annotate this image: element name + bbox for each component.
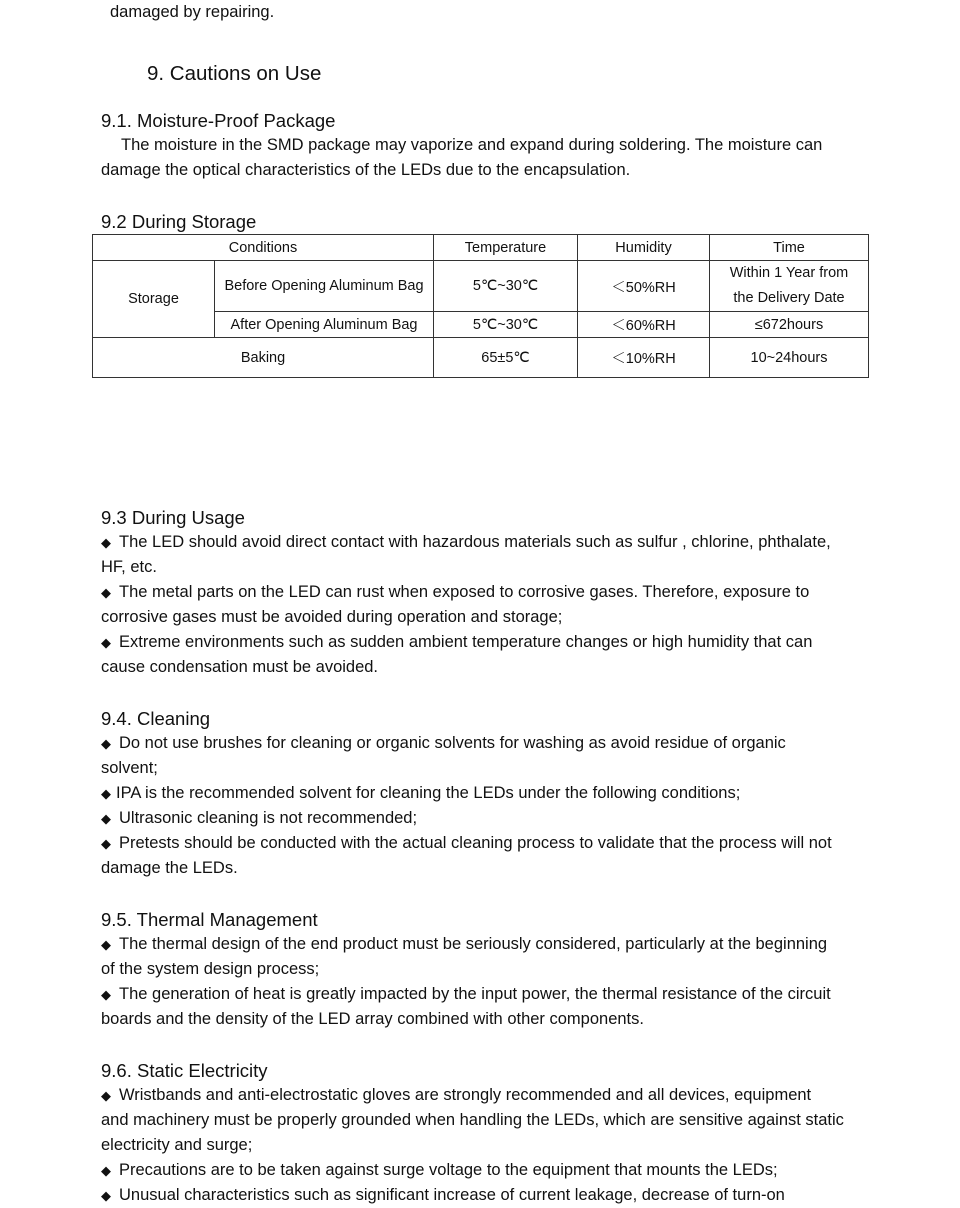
bullet-line: ◆ Unusual characteristics such as significant increase of current leakage, decrease of turn-on [101, 1183, 785, 1208]
bullet-line: ◆ Extreme environments such as sudden ambient temperature changes or high humidity that can [101, 630, 812, 655]
cell-humidity: ＜60%RH [578, 312, 710, 338]
bullet-icon: ◆ [101, 786, 111, 801]
bullet-icon: ◆ [101, 535, 111, 550]
paragraph-line: of the system design process; [101, 960, 320, 978]
section-title: 9. Cautions on Use [147, 62, 322, 85]
cell-condition: Before Opening Aluminum Bag [215, 261, 434, 312]
bullet-icon: ◆ [101, 987, 111, 1002]
paragraph-line: damage the optical characteristics of the LEDs due to the encapsulation. [101, 161, 631, 179]
cell-time [710, 261, 869, 312]
bullet-icon: ◆ [101, 1188, 111, 1203]
cell-time: 10~24hours [710, 338, 869, 378]
storage-table [92, 234, 869, 378]
bullet-line: ◆ Do not use brushes for cleaning or organic solvents for washing as avoid residue of organic [101, 731, 786, 756]
heading-9-3: 9.3 During Usage [101, 507, 245, 528]
table-row [93, 338, 869, 378]
bullet-line: ◆ The LED should avoid direct contact with hazardous materials such as sulfur , chlorine, phthalate, [101, 530, 831, 555]
bullet-icon: ◆ [101, 585, 111, 600]
bullet-icon: ◆ [101, 1088, 111, 1103]
paragraph-line: electricity and surge; [101, 1136, 253, 1154]
bullet-icon: ◆ [101, 836, 111, 851]
cell-condition: Baking [93, 338, 434, 378]
paragraph-line: and machinery must be properly grounded when handling the LEDs, which are sensitive against static [101, 1111, 844, 1129]
cell-temperature: 5℃~30℃ [434, 261, 578, 312]
paragraph-line: damage the LEDs. [101, 859, 238, 877]
bullet-line: ◆ Pretests should be conducted with the actual cleaning process to validate that the process will not [101, 831, 832, 856]
paragraph-line: corrosive gases must be avoided during operation and storage; [101, 608, 563, 626]
heading-9-1: 9.1. Moisture-Proof Package [101, 110, 336, 131]
table-header-row [93, 235, 869, 261]
heading-9-2: 9.2 During Storage [101, 211, 257, 232]
bullet-line: ◆ Precautions are to be taken against surge voltage to the equipment that mounts the LEDs; [101, 1158, 778, 1183]
cell-time-line: the Delivery Date [733, 290, 845, 306]
paragraph-line: cause condensation must be avoided. [101, 658, 379, 676]
bullet-icon: ◆ [101, 811, 111, 826]
bullet-icon: ◆ [101, 1163, 111, 1178]
bullet-icon: ◆ [101, 635, 111, 650]
cell-humidity: ＜50%RH [578, 261, 710, 312]
paragraph-line: solvent; [101, 759, 158, 777]
bullet-line: ◆ The generation of heat is greatly impacted by the input power, the thermal resistance of the circuit [101, 982, 831, 1007]
header-temperature: Temperature [434, 235, 578, 261]
cell-time: ≤672hours [710, 312, 869, 338]
bullet-line: ◆ Wristbands and anti-electrostatic gloves are strongly recommended and all devices, equipment [101, 1083, 811, 1108]
header-time: Time [710, 235, 869, 261]
continuation-text: damaged by repairing. [110, 3, 275, 21]
paragraph-line: boards and the density of the LED array combined with other components. [101, 1010, 644, 1028]
heading-9-4: 9.4. Cleaning [101, 708, 211, 729]
heading-9-5: 9.5. Thermal Management [101, 909, 318, 930]
table-row [93, 261, 869, 312]
cell-temperature: 5℃~30℃ [434, 312, 578, 338]
bullet-icon: ◆ [101, 736, 111, 751]
bullet-line: ◆ Ultrasonic cleaning is not recommended; [101, 806, 417, 831]
header-humidity: Humidity [578, 235, 710, 261]
bullet-icon: ◆ [101, 937, 111, 952]
cell-humidity: ＜10%RH [578, 338, 710, 378]
paragraph-line: The moisture in the SMD package may vaporize and expand during soldering. The moisture can [121, 136, 823, 154]
cell-time-line: Within 1 Year from [729, 265, 849, 281]
heading-9-6: 9.6. Static Electricity [101, 1060, 268, 1081]
bullet-line: ◆ IPA is the recommended solvent for cleaning the LEDs under the following conditions; [101, 781, 740, 806]
cell-temperature: 65±5℃ [434, 338, 578, 378]
paragraph-line: HF, etc. [101, 558, 157, 576]
header-conditions: Conditions [93, 235, 434, 261]
cell-condition: After Opening Aluminum Bag [215, 312, 434, 338]
storage-label: Storage [93, 261, 215, 338]
bullet-line: ◆ The metal parts on the LED can rust when exposed to corrosive gases. Therefore, exposure to [101, 580, 809, 605]
bullet-line: ◆ The thermal design of the end product must be seriously considered, particularly at the beginning [101, 932, 827, 957]
